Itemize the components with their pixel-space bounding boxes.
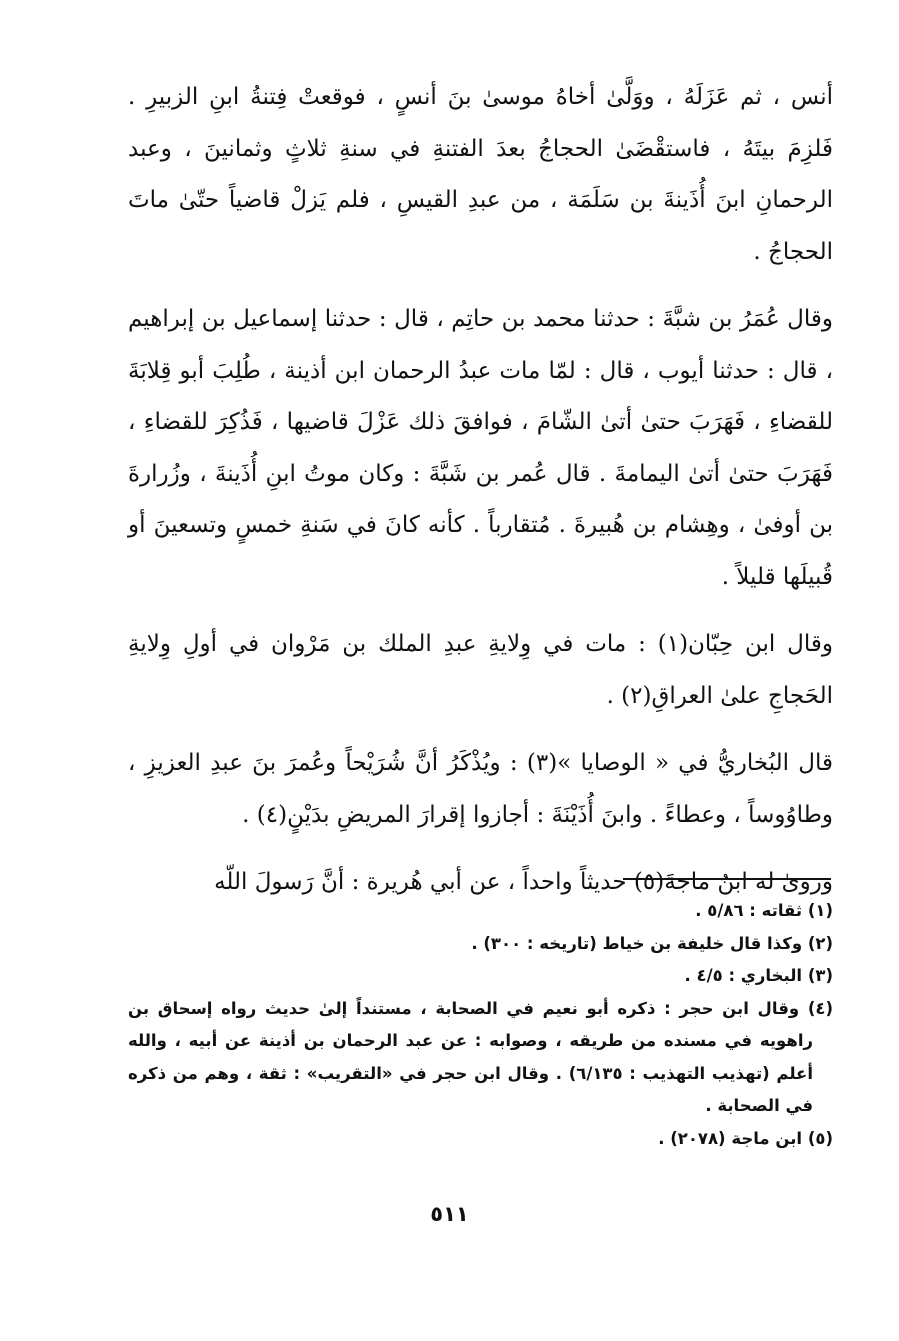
page-number: ٥١١ xyxy=(430,1202,469,1226)
paragraph-1: أنس ، ثم عَزَلَهُ ، ووَلَّىٰ أخاهُ موسىٰ بنَ أنسٍ ، فوقعتْ فِتنةُ ابنِ الزبيرِ . فَلزِمَ بيتَهُ ، فاستقْضَىٰ الحجاجُ بعدَ الفتنةِ في سنةِ ثلاثٍ وثمانينَ ، وعبد الرحمانِ ابنَ أُذَينةَ بن سَلَمَة ، من عبدِ القيسِ ، فلم يَزلْ قاضياً حتّىٰ ماتَ الحجاجُ . xyxy=(128,84,833,265)
main-text xyxy=(128,72,833,909)
paragraph-3: وقال ابن حِبّان(١) : مات في وِلايةِ عبدِ الملك بن مَرْوان في أولِ وِلايةِ الحَجاجِ علىٰ العراقِ(٢) . xyxy=(128,631,833,709)
footnote-divider xyxy=(623,878,831,880)
paragraph-5: وروىٰ له ابنُ ماجةَ(٥) حديثاً واحداً ، عن أبي هُريرة : أنَّ رَسولَ اللّه xyxy=(214,869,833,895)
footnote-2: (٢) وكذا قال خليفة بن خياط (تاريخه : ٣٠٠) . xyxy=(471,933,833,953)
paragraph-4: قال البُخاريُّ في « الوصايا »(٣) : ويُذْكَرُ أنَّ شُرَيْحاً وعُمرَ بنَ عبدِ العزيزِ ، وطاوُوساً ، وعطاءً . وابنَ أُذَيْنَةَ : أجازوا إقرارَ المريضِ بدَيْنٍ(٤) . xyxy=(128,750,833,828)
footnote-4: (٤) وقال ابن حجر : ذكره أبو نعيم في الصحابة ، مستنداً إلىٰ حديث رواه إسحاق بن راهويه في مسنده من طريقه ، وصوابه : عن عبد الرحمان بن أذينة عن أبيه ، والله أعلم (تهذيب التهذيب : ٦/١٣٥) . وقال ابن حجر في «التقريب» : ثقة ، وهم من ذكره في الصحابة . xyxy=(128,998,833,1115)
footnote-3: (٣) البخاري : ٤/٥ . xyxy=(684,966,833,985)
paragraph-2: وقال عُمَرُ بن شبَّةَ : حدثنا محمد بن حاتِم ، قال : حدثنا إسماعيل بن إبراهيم ، قال : حدثنا أيوب ، قال : لمّا مات عبدُ الرحمان ابن أذينة ، طُلِبَ أبو قِلابَةَ للقضاءِ ، فَهَرَبَ حتىٰ أتىٰ الشّامَ ، فوافقَ ذلك عَزْلَ قاضيها ، فَذُكِرَ للقضاءِ ، فَهَرَبَ حتىٰ أتىٰ اليمامةَ . قال عُمر بن شَبَّةَ : وكان موتُ ابنِ أُذَينةَ ، وزُرارةَ بن أوفىٰ ، وهِشام بن هُبيرةَ . مُتقارباً . كأنه كانَ في سَنةِ خمسٍ وتسعينَ أو قُبيلَها قليلاً . xyxy=(128,306,833,590)
footnote-5: (٥) ابن ماجة (٢٠٧٨) . xyxy=(658,1128,833,1148)
footnotes xyxy=(128,895,833,1155)
footnote-1: (١) ثقاته : ٥/٨٦ . xyxy=(695,901,833,920)
